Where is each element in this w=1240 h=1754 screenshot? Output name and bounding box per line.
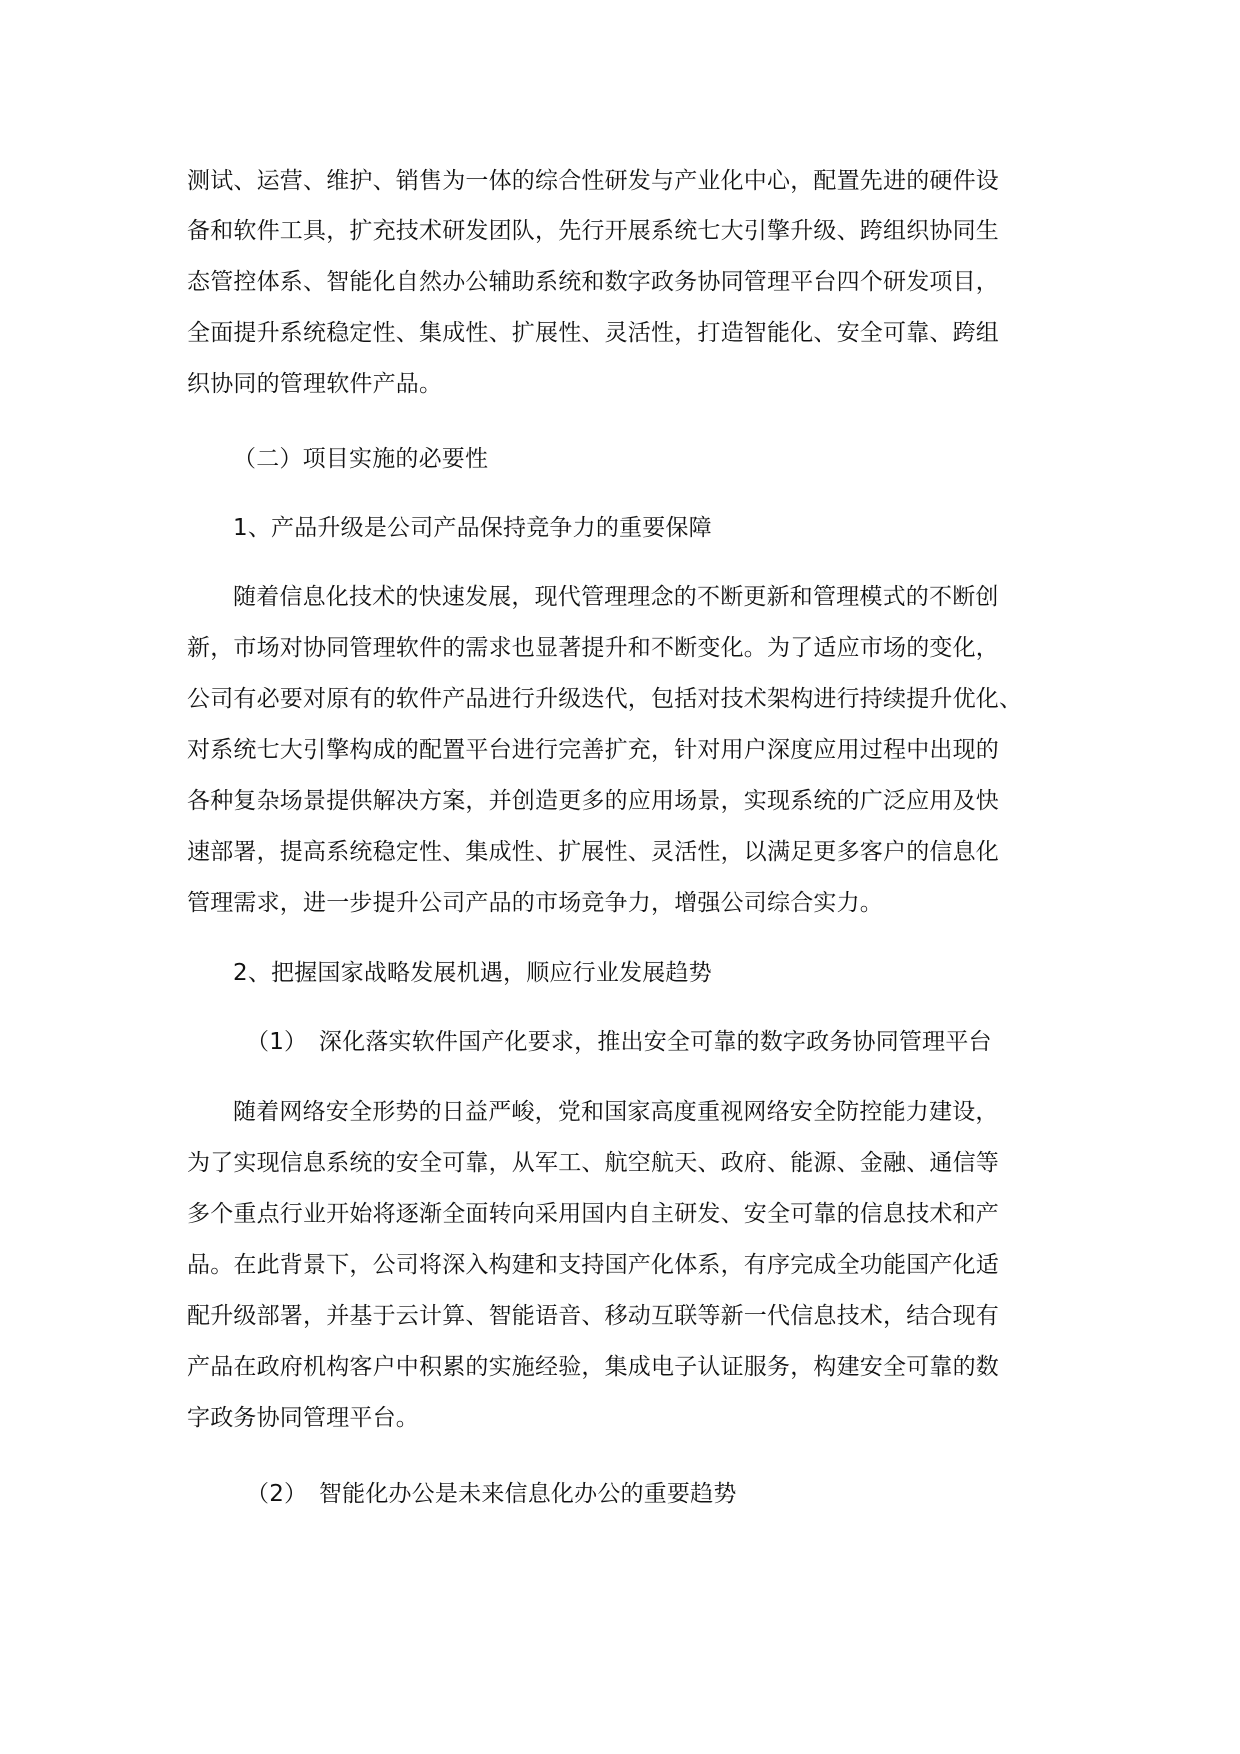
subsection-heading: （1） 深化落实软件国产化要求，推出安全可靠的数字政务协同管理平台: [246, 1029, 992, 1055]
text-line: 配升级部署，并基于云计算、智能语音、移动互联等新一代信息技术，结合现有: [187, 1303, 999, 1329]
text-line: 全面提升系统稳定性、集成性、扩展性、灵活性，打造智能化、安全可靠、跨组: [187, 320, 999, 346]
section-heading: （二）项目实施的必要性: [233, 446, 489, 472]
text-line: 产品在政府机构客户中积累的实施经验，集成电子认证服务，构建安全可靠的数: [187, 1354, 999, 1380]
text-line: 随着网络安全形势的日益严峻，党和国家高度重视网络安全防控能力建设，: [233, 1099, 999, 1125]
subsection-heading: 1、产品升级是公司产品保持竞争力的重要保障: [233, 515, 712, 541]
text-line: 多个重点行业开始将逐渐全面转向采用国内自主研发、安全可靠的信息技术和产: [187, 1201, 999, 1227]
text-line: 备和软件工具，扩充技术研发团队，先行开展系统七大引擎升级、跨组织协同生: [187, 218, 999, 244]
subsection-heading: 2、把握国家战略发展机遇，顺应行业发展趋势: [233, 960, 712, 986]
text-line: 新，市场对协同管理软件的需求也显著提升和不断变化。为了适应市场的变化，: [187, 635, 999, 661]
text-line: 管理需求，进一步提升公司产品的市场竞争力，增强公司综合实力。: [187, 890, 883, 916]
text-line: 态管控体系、智能化自然办公辅助系统和数字政务协同管理平台四个研发项目，: [187, 269, 999, 295]
text-line: 各种复杂场景提供解决方案，并创造更多的应用场景，实现系统的广泛应用及快: [187, 788, 999, 814]
text-line: 对系统七大引擎构成的配置平台进行完善扩充，针对用户深度应用过程中出现的: [187, 737, 999, 763]
subsection-heading: （2） 智能化办公是未来信息化办公的重要趋势: [246, 1481, 737, 1507]
text-line: 织协同的管理软件产品。: [187, 371, 443, 397]
text-line: 字政务协同管理平台。: [187, 1405, 419, 1431]
text-line: 公司有必要对原有的软件产品进行升级迭代，包括对技术架构进行持续提升优化、: [187, 686, 1023, 712]
text-line: 测试、运营、维护、销售为一体的综合性研发与产业化中心，配置先进的硬件设: [187, 168, 999, 194]
text-line: 品。在此背景下，公司将深入构建和支持国产化体系，有序完成全功能国产化适: [187, 1252, 999, 1278]
text-line: 速部署，提高系统稳定性、集成性、扩展性、灵活性，以满足更多客户的信息化: [187, 839, 999, 865]
text-line: 随着信息化技术的快速发展，现代管理理念的不断更新和管理模式的不断创: [233, 584, 999, 610]
text-line: 为了实现信息系统的安全可靠，从军工、航空航天、政府、能源、金融、通信等: [187, 1150, 999, 1176]
